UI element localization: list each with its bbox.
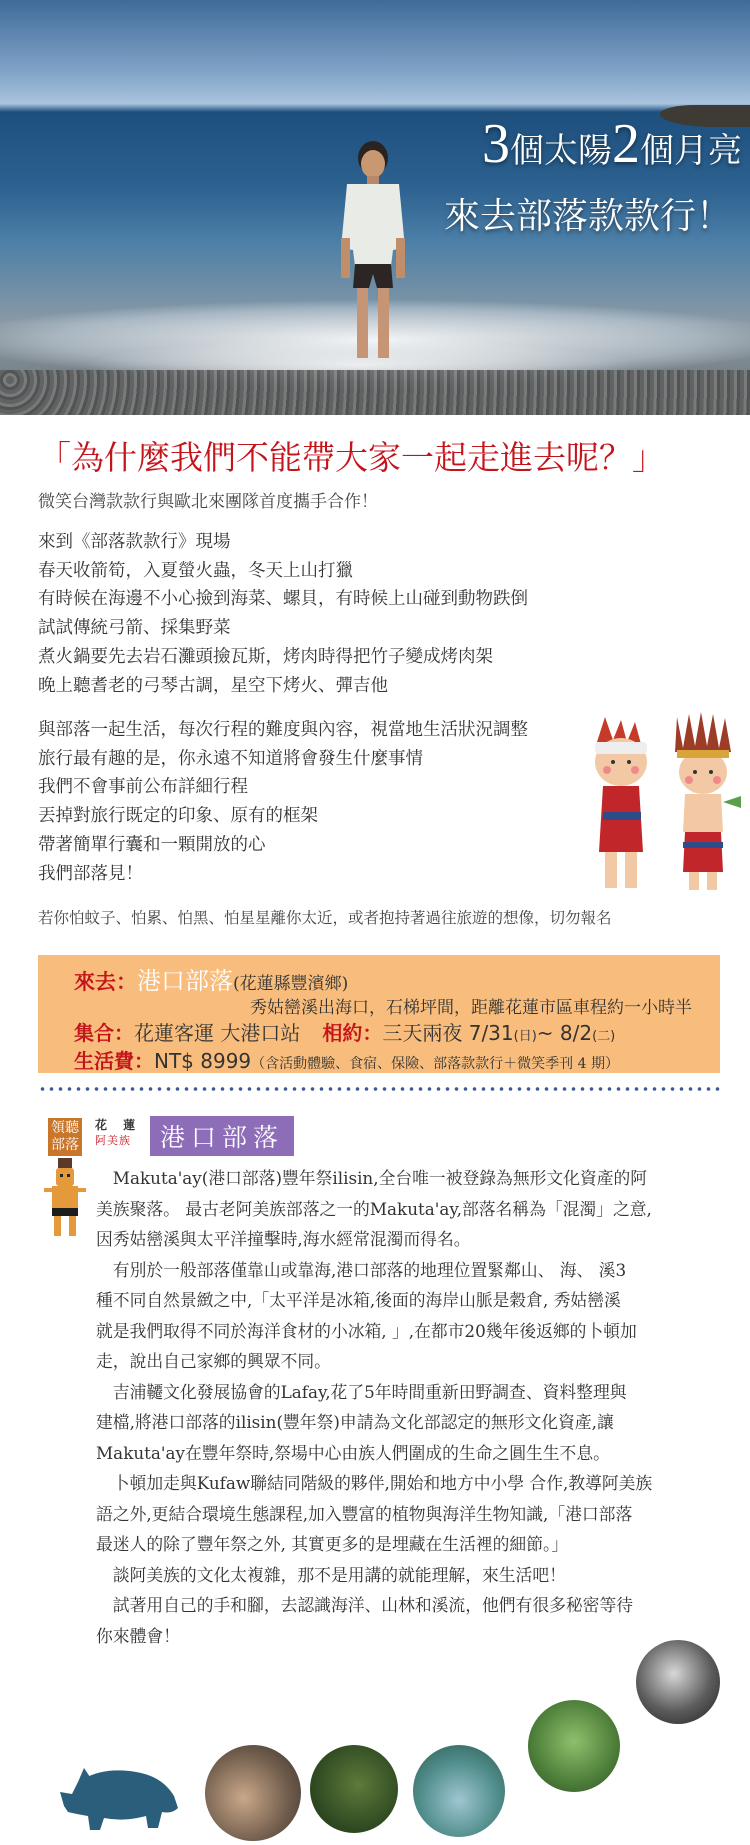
photo-circle-stream <box>413 1745 505 1837</box>
article-line: 談阿美族的文化太複雜，那不是用講的就能理解，來生活吧！ <box>96 1564 566 1585</box>
tribe-article <box>96 1163 696 1651</box>
article-line: 建檔,將港口部落的ilisin(豐年祭)申請為文化部認定的無形文化資產,讓 <box>96 1412 614 1432</box>
fee-note: （含活動體驗、食宿、保險、部落款款行＋微笑季刊 4 期） <box>251 1056 619 1072</box>
headline-quote: 「為什麼我們不能帶大家一起走進去呢？」 <box>38 438 665 477</box>
meeting-row <box>74 1017 615 1046</box>
text-line: 煮火鍋要先去岩石灘頭撿瓦斯，烤肉時得把竹子變成烤肉架 <box>38 646 493 667</box>
boy-figure <box>333 138 413 378</box>
fee-label: 生活費： <box>74 1049 154 1073</box>
destination-row <box>74 961 348 996</box>
article-line: 走，說出自己家鄉的興眾不同。 <box>96 1351 331 1371</box>
text-line: 我們部落見！ <box>38 863 143 884</box>
article-line: 因秀姑巒溪與太平洋撞擊時,海水經常混濁而得名。 <box>96 1229 471 1249</box>
hero-word-moons: 個月亮 <box>640 131 742 171</box>
date-label: 相約： <box>322 1021 383 1045</box>
photo-circle-forest-group <box>528 1700 620 1792</box>
fee-row <box>74 1045 619 1074</box>
article-line: 卜頓加走與Kufaw聯結同階級的夥伴,開始和地方中小學 合作,教導阿美族 <box>96 1473 653 1493</box>
wild-boar-silhouette <box>58 1762 180 1832</box>
article-line: 語之外,更結合環境生態課程,加入豐富的植物與海洋生物知識,「港口部落 <box>96 1503 633 1524</box>
text-line: 春天收箭筍，入夏螢火蟲，冬天上山打獵 <box>38 560 353 581</box>
date-mid: ~ 8/2 <box>536 1021 593 1045</box>
date-day1: (日) <box>513 1029 537 1044</box>
text-line: 帶著簡單行囊和一顆開放的心 <box>38 834 266 855</box>
article-line: 最迷人的除了豐年祭之外, 其實更多的是埋藏在生活裡的細節。」 <box>96 1534 569 1554</box>
destination-place: 港口部落 <box>137 967 233 995</box>
hero-photo <box>0 0 750 415</box>
date-value: 三天兩夜 7/31 <box>382 1021 514 1045</box>
seal-stamp: 領聽部落 <box>48 1118 82 1156</box>
warning-notice: 若你怕蚊子、怕累、怕黑、怕星星離你太近，或者抱持著過往旅遊的想像，切勿報名 <box>38 909 612 927</box>
intro-paragraph-1 <box>38 528 528 700</box>
hero-number-3: 3 <box>482 113 510 175</box>
trip-info-box <box>38 955 720 1073</box>
photo-circle-elder <box>636 1640 720 1724</box>
meeting-value: 花蓮客運 大港口站 <box>134 1021 301 1045</box>
text-line: 晚上聽耆老的弓琴古調，星空下烤火、彈吉他 <box>38 675 388 696</box>
destination-county: (花蓮縣豐濱鄉) <box>233 974 349 994</box>
photo-circle-bamboo <box>310 1745 398 1833</box>
photo-circle-villagers <box>205 1745 301 1841</box>
date-day2: (二) <box>592 1029 616 1044</box>
location-description: 秀姑巒溪出海口，石梯坪間，距離花蓮市區車程約一小時半 <box>250 998 692 1018</box>
article-line: 你來體會！ <box>96 1625 180 1646</box>
region-labels <box>95 1117 141 1149</box>
text-line: 來到《部落款款行》現場 <box>38 532 231 552</box>
text-line: 我們不會事前公布詳細行程 <box>38 777 248 798</box>
subline: 微笑台灣款款行與歐北來團隊首度攜手合作！ <box>38 492 378 512</box>
destination-label: 來去： <box>74 970 137 994</box>
tribe-title: 港口部落 <box>150 1116 294 1156</box>
text-line: 旅行最有趣的是，你永遠不知道將會發生什麼事情 <box>38 748 423 769</box>
dotted-divider <box>38 1087 720 1091</box>
text-line: 試試傳統弓箭、採集野菜 <box>38 618 231 639</box>
hero-title-line1 <box>412 112 742 176</box>
fee-value: NT$ 8999 <box>154 1049 252 1073</box>
text-line: 丟掉對旅行既定的印象、原有的框架 <box>38 806 318 827</box>
article-line: Makuta'ay在豐年祭時,祭場中心由族人們圍成的生命之圓生生不息。 <box>96 1442 610 1463</box>
hualien-label: 花 蓮 <box>95 1118 142 1132</box>
hero-title-line2: 來去部落款款行！ <box>443 196 732 237</box>
hero-word-suns: 個太陽 <box>510 131 612 171</box>
tribal-mascots-illustration <box>585 712 745 897</box>
text-line: 與部落一起生活，每次行程的難度與內容，視當地生活狀況調整 <box>38 720 528 740</box>
article-line: 吉浦韆文化發展協會的Lafay,花了5年時間重新田野調查、資料整理與 <box>96 1381 627 1402</box>
article-line: 有別於一般部落僅靠山或靠海,港口部落的地理位置緊鄰山、 海、 溪3 <box>96 1259 627 1280</box>
meeting-label: 集合： <box>74 1021 134 1045</box>
hero-number-2: 2 <box>612 113 640 175</box>
tribal-figure-icon <box>44 1158 86 1236</box>
ethnic-label: 阿美族 <box>95 1134 131 1147</box>
intro-paragraph-2 <box>38 716 528 888</box>
text-line: 有時候在海邊不小心撿到海菜、螺貝，有時候上山碰到動物跌倒 <box>38 589 528 610</box>
article-line: 就是我們取得不同於海洋食材的小冰箱, 」,在都市20幾年後返鄉的卜頓加 <box>96 1320 637 1341</box>
article-line: Makuta'ay(港口部落)豐年祭ilisin,全台唯一被登錄為無形文化資產的阿 <box>96 1168 648 1188</box>
article-line: 試著用自己的手和腳，去認識海洋、山林和溪流，他們有很多秘密等待 <box>96 1595 634 1615</box>
article-line: 種不同自然景緻之中,「太平洋是冰箱,後面的海岸山脈是穀倉, 秀姑巒溪 <box>96 1290 621 1310</box>
article-line: 美族聚落。 最古老阿美族部落之一的Makuta'ay,部落名稱為「混濁」之意, <box>96 1198 652 1219</box>
